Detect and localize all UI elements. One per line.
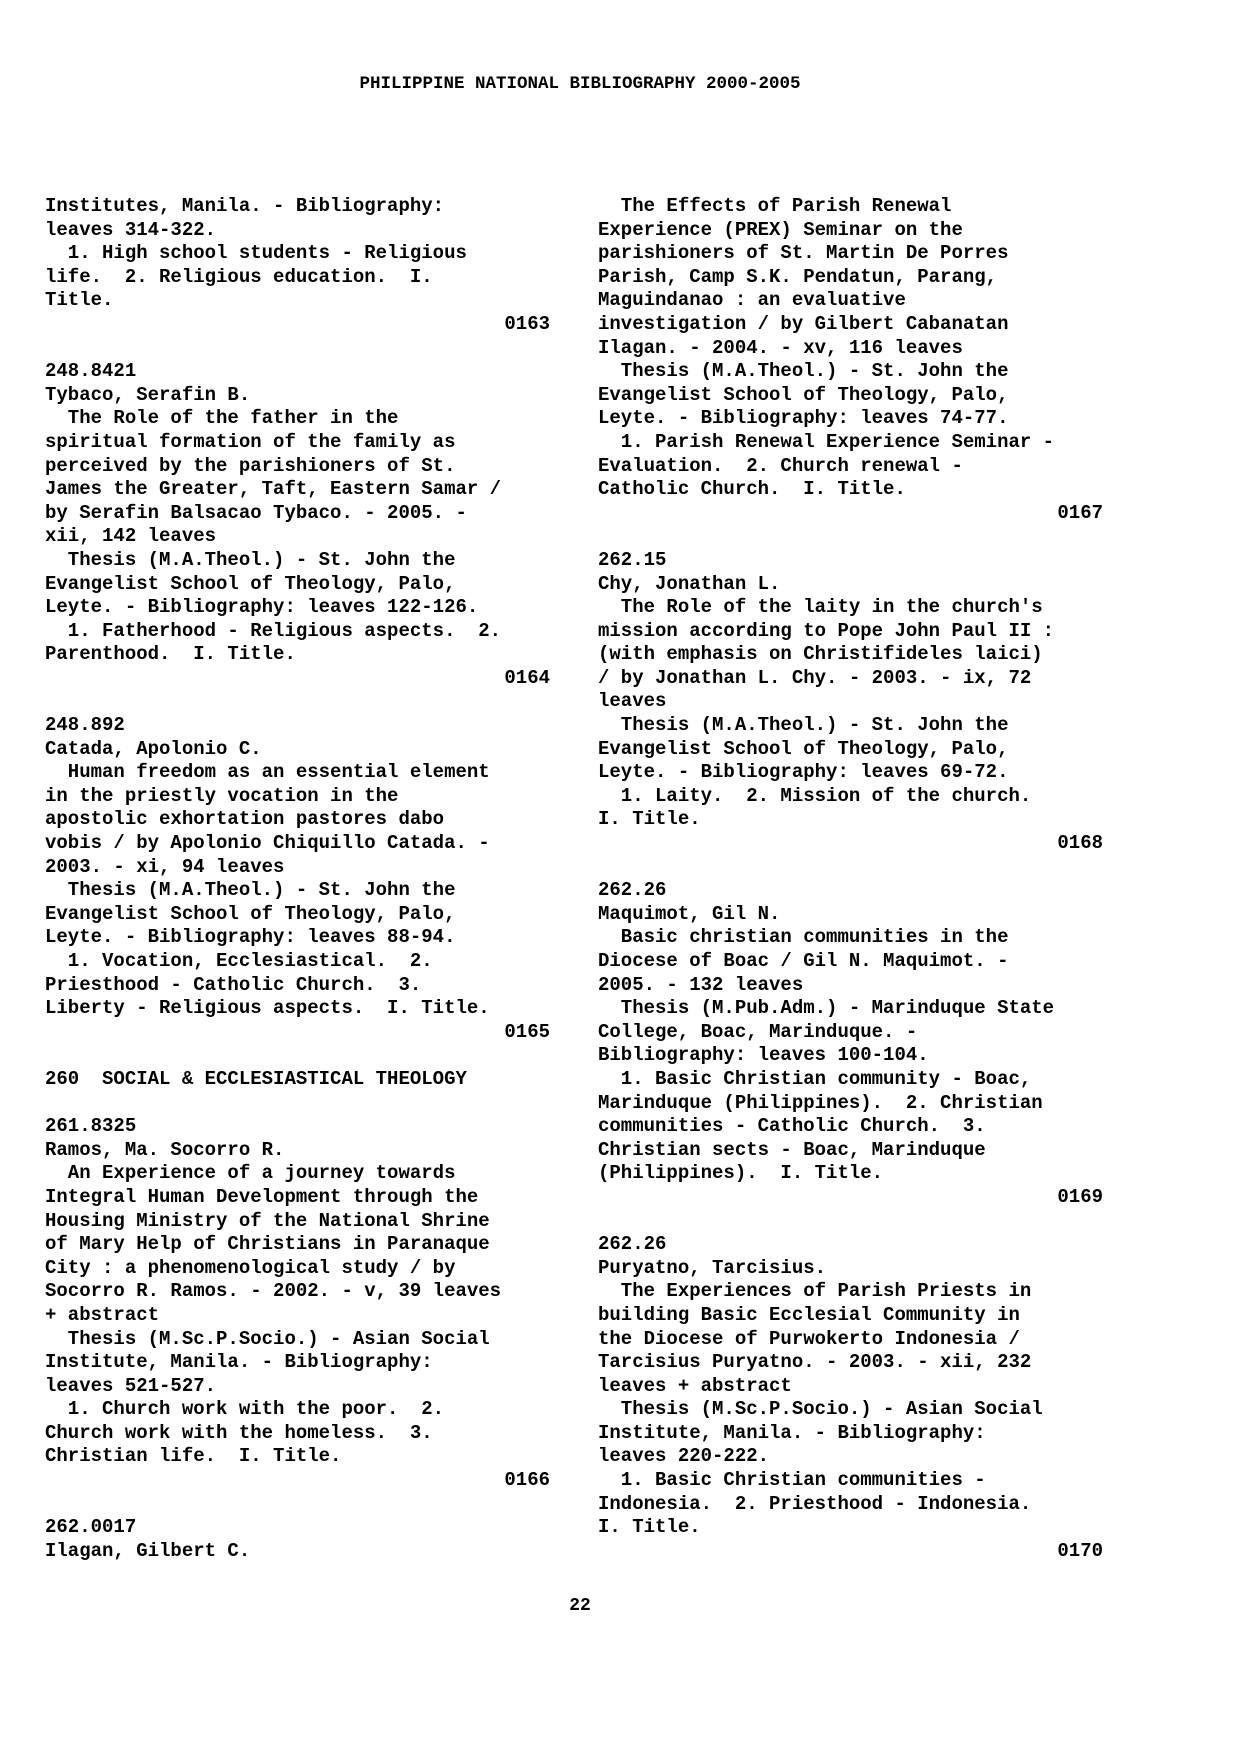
entry-line: vobis / by Apolonio Chiquillo Catada. -: [45, 832, 490, 855]
record-number: 0165: [504, 1020, 550, 1043]
entry-line: Puryatno, Tarcisius.: [598, 1256, 827, 1279]
entry-line: Tarcisius Puryatno. - 2003. - xii, 232: [598, 1351, 1032, 1374]
entry-line: Thesis (M.A.Theol.) - St. John the: [598, 360, 1009, 383]
entry-line: life. 2. Religious education. I.: [45, 265, 433, 288]
entry-line: communities - Catholic Church. 3.: [598, 1115, 986, 1138]
right-column: [598, 195, 1103, 1563]
record-number: 0164: [504, 666, 550, 689]
entry-line: Catada, Apolonio C.: [45, 737, 262, 760]
entry-line: Marinduque (Philippines). 2. Christian: [598, 1091, 1043, 1114]
entry-line: Thesis (M.Sc.P.Socio.) - Asian Social: [45, 1327, 490, 1350]
entry-line: 1. Fatherhood - Religious aspects. 2.: [45, 619, 502, 642]
entry-line: Ilagan, Gilbert C.: [45, 1539, 251, 1562]
entry-line: Evangelist School of Theology, Palo,: [45, 902, 456, 925]
entry-line: Leyte. - Bibliography: leaves 122-126.: [45, 596, 479, 619]
entry-line: leaves + abstract: [598, 1374, 792, 1397]
entry-line: leaves 521-527.: [45, 1374, 217, 1397]
entry-line: Integral Human Development through the: [45, 1185, 479, 1208]
entry-line: Evangelist School of Theology, Palo,: [598, 737, 1009, 760]
entry-line: apostolic exhortation pastores dabo: [45, 808, 445, 831]
entry-line: Ilagan. - 2004. - xv, 116 leaves: [598, 336, 963, 359]
entry-line: Institute, Manila. - Bibliography:: [45, 1351, 433, 1374]
entry-line: 1. Laity. 2. Mission of the church.: [598, 784, 1032, 807]
entry-line: 2003. - xi, 94 leaves: [45, 855, 285, 878]
page-number: 22: [569, 1596, 591, 1616]
entry-line: The Role of the father in the: [45, 407, 399, 430]
entry-line: of Mary Help of Christians in Paranaque: [45, 1233, 490, 1256]
entry-line: Ramos, Ma. Socorro R.: [45, 1138, 285, 1161]
record-number: 0168: [1057, 832, 1103, 855]
call-number: 262.26: [598, 879, 667, 902]
entry-line: leaves: [598, 690, 667, 713]
entry-line: Church work with the homeless. 3.: [45, 1421, 433, 1444]
entry-line: Priesthood - Catholic Church. 3.: [45, 973, 422, 996]
entry-line: spiritual formation of the family as: [45, 430, 456, 453]
entry-line: Basic christian communities in the: [598, 926, 1009, 949]
entry-line: City : a phenomenological study / by: [45, 1256, 456, 1279]
entry-line: Chy, Jonathan L.: [598, 572, 781, 595]
entry-line: by Serafin Balsacao Tybaco. - 2005. -: [45, 501, 467, 524]
entry-line: James the Greater, Taft, Eastern Samar /: [45, 478, 502, 501]
record-number: 0166: [504, 1469, 550, 1492]
entry-line: Christian sects - Boac, Marinduque: [598, 1138, 986, 1161]
entry-line: perceived by the parishioners of St.: [45, 454, 456, 477]
entry-line: An Experience of a journey towards: [45, 1162, 456, 1185]
entry-line: investigation / by Gilbert Cabanatan: [598, 312, 1009, 335]
entry-line: (Philippines). I. Title.: [598, 1162, 884, 1185]
left-column: [45, 195, 550, 1563]
entry-line: Evaluation. 2. Church renewal -: [598, 454, 963, 477]
entry-line: Evangelist School of Theology, Palo,: [45, 572, 456, 595]
entry-line: [45, 337, 550, 361]
entry-line: Socorro R. Ramos. - 2002. - v, 39 leaves: [45, 1280, 502, 1303]
entry-line: Housing Ministry of the National Shrine: [45, 1209, 490, 1232]
page-header: PHILIPPINE NATIONAL BIBLIOGRAPHY 2000-2005: [359, 74, 801, 94]
entry-line: I. Title.: [598, 1516, 701, 1539]
entry-line: [45, 1044, 550, 1068]
entry-line: the Diocese of Purwokerto Indonesia /: [598, 1327, 1020, 1350]
record-number: 0167: [1057, 501, 1103, 524]
entry-line: Thesis (M.Pub.Adm.) - Marinduque State: [598, 997, 1055, 1020]
entry-line: parishioners of St. Martin De Porres: [598, 242, 1009, 265]
entry-line: Title.: [45, 289, 114, 312]
entry-line: 1. Parish Renewal Experience Seminar -: [598, 430, 1055, 453]
entry-line: Institutes, Manila. - Bibliography:: [45, 195, 445, 217]
entry-line: Leyte. - Bibliography: leaves 74-77.: [598, 407, 1009, 430]
entry-line: building Basic Ecclesial Community in: [598, 1303, 1020, 1326]
record-number: 0170: [1057, 1539, 1103, 1562]
entry-line: Institute, Manila. - Bibliography:: [598, 1421, 986, 1444]
record-number: 0163: [504, 312, 550, 335]
entry-line: Indonesia. 2. Priesthood - Indonesia.: [598, 1492, 1032, 1515]
entry-line: 1. Vocation, Ecclesiastical. 2.: [45, 950, 433, 972]
entry-line: + abstract: [45, 1303, 160, 1326]
record-number: 0169: [1057, 1185, 1103, 1208]
entry-line: / by Jonathan L. Chy. - 2003. - ix, 72: [598, 666, 1032, 689]
entry-line: Parenthood. I. Title.: [45, 643, 296, 666]
entry-line: Maguindanao : an evaluative: [598, 289, 906, 312]
entry-line: [45, 690, 550, 714]
entry-line: The Role of the laity in the church's: [598, 596, 1043, 619]
entry-line: leaves 220-222.: [598, 1445, 770, 1468]
entry-line: 1. Basic Christian community - Boac,: [598, 1067, 1032, 1090]
entry-line: Tybaco, Serafin B.: [45, 383, 251, 406]
entry-line: mission according to Pope John Paul II :: [598, 619, 1055, 642]
entry-line: 2005. - 132 leaves: [598, 973, 804, 996]
entry-line: Diocese of Boac / Gil N. Maquimot. -: [598, 950, 1009, 972]
entry-line: [598, 525, 1103, 549]
entry-line: Thesis (M.Sc.P.Socio.) - Asian Social: [598, 1398, 1043, 1421]
entry-line: College, Boac, Marinduque. -: [598, 1020, 918, 1043]
entry-line: xii, 142 leaves: [45, 525, 217, 548]
entry-line: Catholic Church. I. Title.: [598, 478, 906, 501]
section-heading: 260 SOCIAL & ECCLESIASTICAL THEOLOGY: [45, 1067, 467, 1090]
entry-line: Thesis (M.A.Theol.) - St. John the: [45, 548, 456, 571]
entry-line: Thesis (M.A.Theol.) - St. John the: [598, 714, 1009, 737]
entry-line: in the priestly vocation in the: [45, 784, 399, 807]
entry-line: Leyte. - Bibliography: leaves 88-94.: [45, 926, 456, 949]
entry-line: Human freedom as an essential element: [45, 761, 490, 784]
call-number: 262.26: [598, 1233, 667, 1256]
entry-line: Maquimot, Gil N.: [598, 902, 781, 925]
entry-line: 1. Church work with the poor. 2.: [45, 1398, 445, 1421]
entry-line: 1. High school students - Religious: [45, 242, 467, 265]
entry-line: [45, 1092, 550, 1116]
entry-line: [598, 856, 1103, 880]
call-number: 262.15: [598, 548, 667, 571]
entry-line: Bibliography: leaves 100-104.: [598, 1044, 929, 1067]
entry-line: leaves 314-322.: [45, 218, 217, 241]
entry-line: (with emphasis on Christifideles laici): [598, 643, 1043, 666]
call-number: 248.8421: [45, 360, 137, 383]
entry-line: [598, 1210, 1103, 1234]
entry-line: Experience (PREX) Seminar on the: [598, 218, 963, 241]
call-number: 262.0017: [45, 1516, 137, 1539]
entry-line: Parish, Camp S.K. Pendatun, Parang,: [598, 265, 998, 288]
call-number: 261.8325: [45, 1115, 137, 1138]
call-number: 248.892: [45, 714, 125, 737]
entry-line: 1. Basic Christian communities -: [598, 1469, 986, 1492]
entry-line: The Effects of Parish Renewal: [598, 195, 952, 217]
entry-line: [45, 1493, 550, 1517]
entry-line: Liberty - Religious aspects. I. Title.: [45, 997, 490, 1020]
entry-line: Thesis (M.A.Theol.) - St. John the: [45, 879, 456, 902]
entry-line: Christian life. I. Title.: [45, 1445, 342, 1468]
entry-line: The Experiences of Parish Priests in: [598, 1280, 1032, 1303]
entry-line: Leyte. - Bibliography: leaves 69-72.: [598, 761, 1009, 784]
entry-line: Evangelist School of Theology, Palo,: [598, 383, 1009, 406]
entry-line: I. Title.: [598, 808, 701, 831]
